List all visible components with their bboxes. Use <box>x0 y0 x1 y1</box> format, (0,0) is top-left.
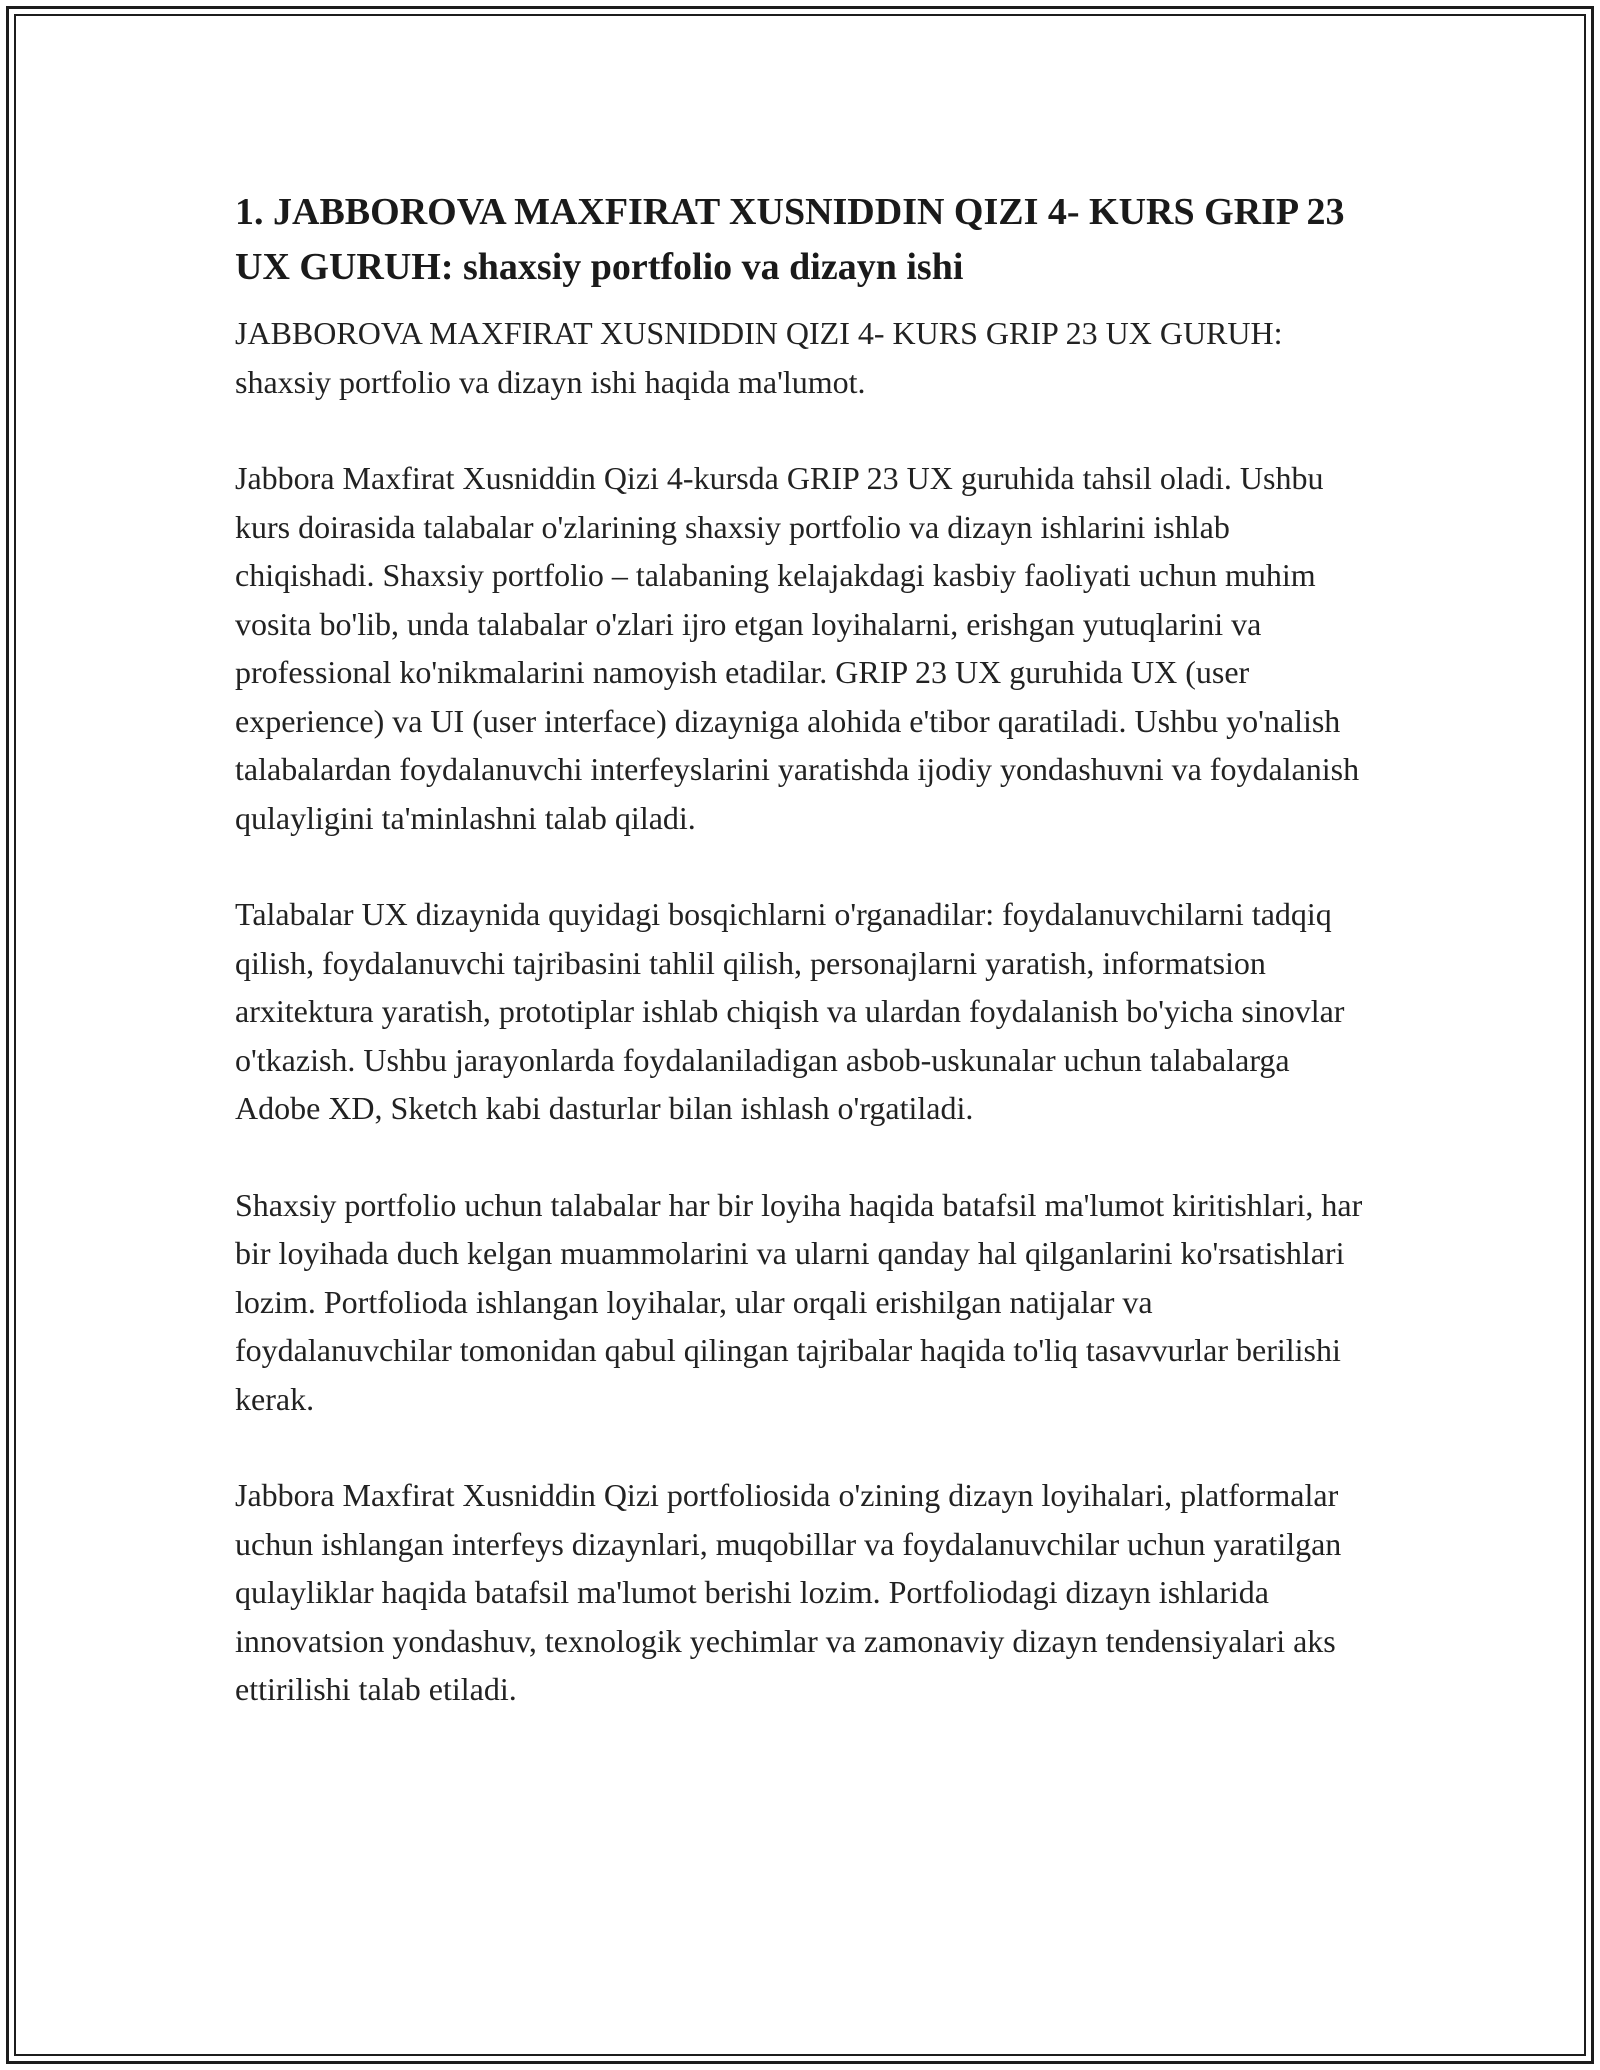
paragraph-portfolio-requirements: Jabbora Maxfirat Xusniddin Qizi portfoliosida o'zining dizayn loyihalari, platformalar uchun ishlangan interfeys dizaynlari, muqobillar va foydalanuvchilar uchun yaratilgan qulayliklar haqida batafsil ma'lumot berishi lozim. Portfoliodagi dizayn ishlarida innovatsion yondashuv, texnologik yechimlar va zamonaviy dizayn tendensiyalari aks ettirilishi talab etiladi. <box>235 1477 1342 1707</box>
paragraph-portfolio-content: Shaxsiy portfolio uchun talabalar har bir loyiha haqida batafsil ma'lumot kiritishlari, har bir loyihada duch kelgan muammolarini va ularni qanday hal qilganlarini ko'rsatishlari lozim. Portfolioda ishlangan loyihalar, ular orqali erishilgan natijalar va foydalanuvchilar tomonidan qabul qilingan tajribalar haqida to'liq tasavvurlar berilishi kerak. <box>235 1186 1363 1417</box>
paragraph-about-course: Jabbora Maxfirat Xusniddin Qizi 4-kursda GRIP 23 UX guruhida tahsil oladi. Ushbu kurs doirasida talabalar o'zlarining shaxsiy portfolio va dizayn ishlarini ishlab chiqishadi. Shaxsiy portfolio – talabaning kelajakdagi kasbiy faoliyati uchun muhim vosita bo'lib, unda talabalar o'zlari ijro etgan loyihalarni, erishgan yutuqlarini va professional ko'nikmalarini namoyish etadilar. GRIP 23 UX guruhida UX (user experience) va UI (user interface) dizayniga alohida e'tibor qaratiladi. Ushbu yo'nalish talabalardan foydalanuvchi interfeyslarini yaratishda ijodiy yondashuvni va foydalanish qulayligini ta'minlashni talab qiladi. <box>235 460 1360 836</box>
document-body <box>235 185 1375 1714</box>
document-heading: 1. JABBOROVA MAXFIRAT XUSNIDDIN QIZI 4- KURS GRIP 23 UX GURUH: shaxsiy portfolio va dizayn ishi <box>235 191 1345 288</box>
paragraph-ux-stages: Talabalar UX dizaynida quyidagi bosqichlarni o'rganadilar: foydalanuvchilarni tadqiq qilish, foydalanuvchi tajribasini tahlil qilish, personajlarni yaratish, informatsion arxitektura yaratish, prototiplar ishlab chiqish va ulardan foydalanish bo'yicha sinovlar o'tkazish. Ushbu jarayonlarda foydalaniladigan asbob-uskunalar uchun talabalarga Adobe XD, Sketch kabi dasturlar bilan ishlash o'rgatiladi. <box>235 896 1345 1126</box>
paragraph-intro: JABBOROVA MAXFIRAT XUSNIDDIN QIZI 4- KURS GRIP 23 UX GURUH: shaxsiy portfolio va dizayn ishi haqida ma'lumot. <box>235 315 1283 400</box>
